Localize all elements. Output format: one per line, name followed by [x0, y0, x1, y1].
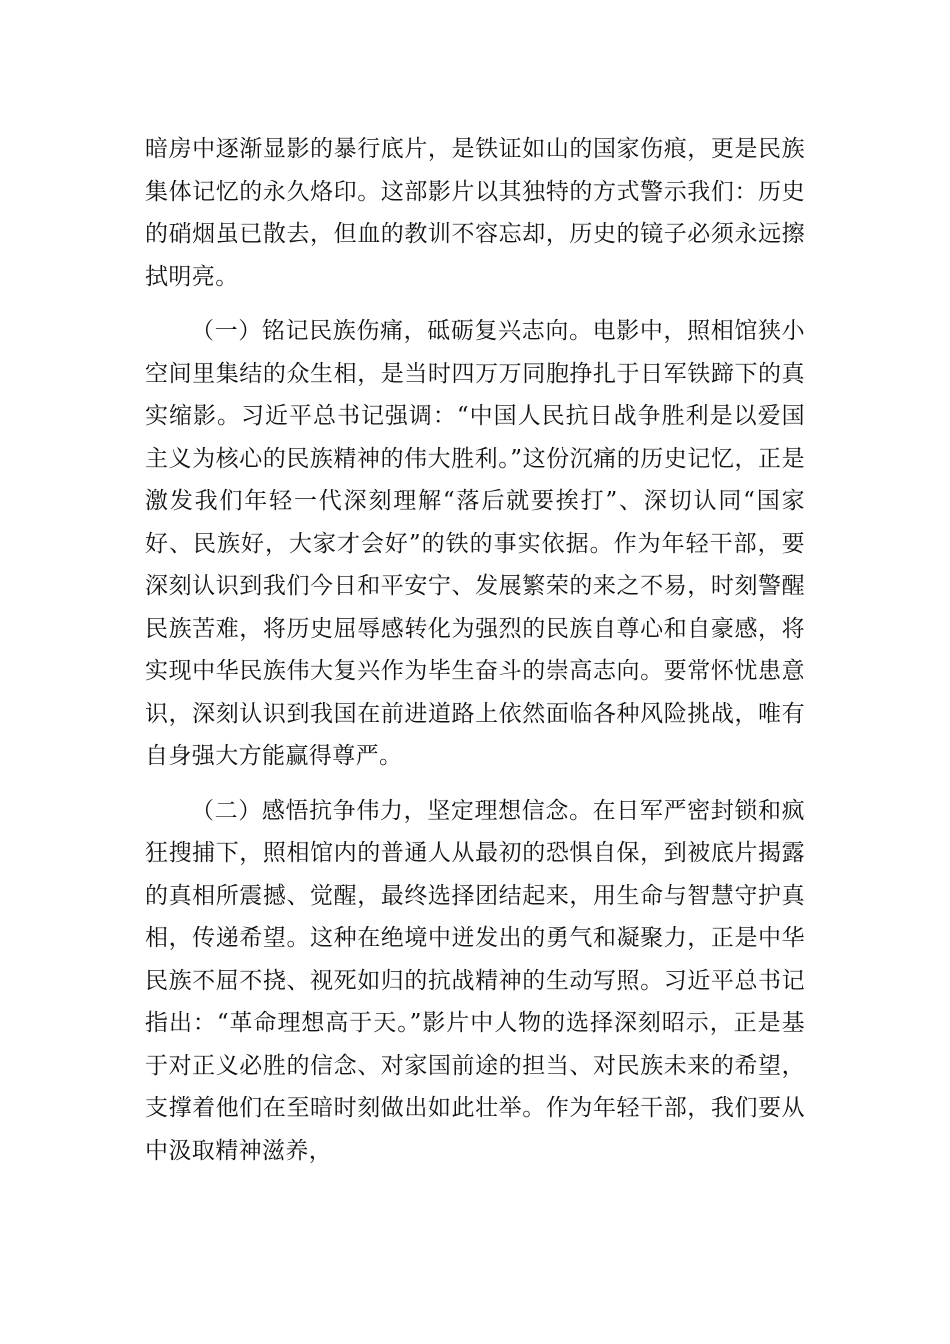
paragraph-1: 暗房中逐渐显影的暴行底片，是铁证如山的国家伤痕，更是民族集体记忆的永久烙印。这部影片以其独特的方式警示我们：历史的硝烟虽已散去，但血的教训不容忘却，历史的镜子必须永远擦拭明亮。 [145, 136, 805, 290]
paragraph-2: （一）铭记民族伤痛，砥砺复兴志向。电影中，照相馆狭小空间里集结的众生相，是当时四万万同胞挣扎于日军铁蹄下的真实缩影。习近平总书记强调：“中国人民抗日战争胜利是以爱国主义为核心的民族精神的伟大胜利。”这份沉痛的历史记忆，正是激发我们年轻一代深刻理解“落后就要挨打”、深切认同“国家好、民族好，大家才会好”的铁的事实依据。作为年轻干部，要深刻认识到我们今日和平安宁、发展繁荣的来之不易，时刻警醒民族苦难，将历史屈辱感转化为强烈的民族自尊心和自豪感，将实现中华民族伟大复兴作为毕生奋斗的崇高志向。要常怀忧患意识，深刻认识到我国在前进道路上依然面临各种风险挑战，唯有自身强大方能赢得尊严。 [145, 318, 805, 769]
body-text [145, 128, 805, 1172]
paragraph-3: （二）感悟抗争伟力，坚定理想信念。在日军严密封锁和疯狂搜捕下，照相馆内的普通人从最初的恐惧自保，到被底片揭露的真相所震撼、觉醒，最终选择团结起来，用生命与智慧守护真相，传递希望。这种在绝境中迸发出的勇气和凝聚力，正是中华民族不屈不挠、视死如归的抗战精神的生动写照。习近平总书记指出：“革命理想高于天。”影片中人物的选择深刻昭示，正是基于对正义必胜的信念、对家国前途的担当、对民族未来的希望，支撑着他们在至暗时刻做出如此壮举。作为年轻干部，我们要从中汲取精神滋养， [145, 797, 805, 1164]
